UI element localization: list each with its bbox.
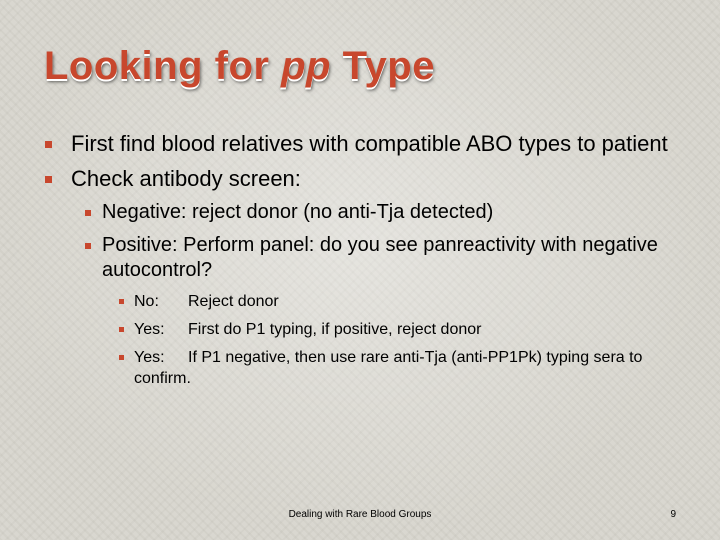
sub-sub-bullet-text: If P1 negative, then use rare anti-Tja (anti-PP1Pk) typing sera to confirm. (134, 349, 643, 387)
sub-bullet-item (82, 200, 680, 225)
page-number: 9 (670, 509, 676, 520)
sub-sub-bullet-item (116, 291, 680, 312)
title-text: Looking for (44, 44, 282, 88)
square-bullet-icon (85, 210, 91, 216)
bullet-item (40, 165, 680, 192)
sub-bullet-item (82, 233, 680, 283)
square-bullet-icon (119, 299, 124, 304)
title-text-end: Type (330, 44, 435, 88)
bullet-text: First find blood relatives with compatible ABO types to patient (71, 131, 668, 156)
sub-bullet-text: Negative: reject donor (no anti-Tja detected) (102, 201, 494, 223)
bullet-text: Check antibody screen: (71, 166, 301, 191)
square-bullet-icon (85, 243, 91, 249)
square-bullet-icon (119, 327, 124, 332)
bullet-lead: Yes: (134, 321, 165, 338)
sub-sub-bullet-text: Reject donor (188, 293, 279, 310)
bullet-list (40, 130, 680, 396)
title-italic-text: pp (281, 44, 331, 88)
footer-text: Dealing with Rare Blood Groups (288, 509, 432, 520)
square-bullet-icon (119, 355, 124, 360)
bullet-item (40, 130, 680, 157)
sub-sub-bullet-text: First do P1 typing, if positive, reject donor (188, 321, 482, 338)
bullet-lead: No: (134, 293, 159, 310)
slide-title (44, 44, 435, 89)
bullet-lead: Yes: (134, 349, 165, 366)
square-bullet-icon (45, 141, 52, 148)
square-bullet-icon (45, 176, 52, 183)
sub-bullet-text: Positive: Perform panel: do you see panreactivity with negative autocontrol? (102, 234, 658, 281)
sub-sub-bullet-item (116, 347, 680, 389)
sub-sub-bullet-item (116, 319, 680, 340)
